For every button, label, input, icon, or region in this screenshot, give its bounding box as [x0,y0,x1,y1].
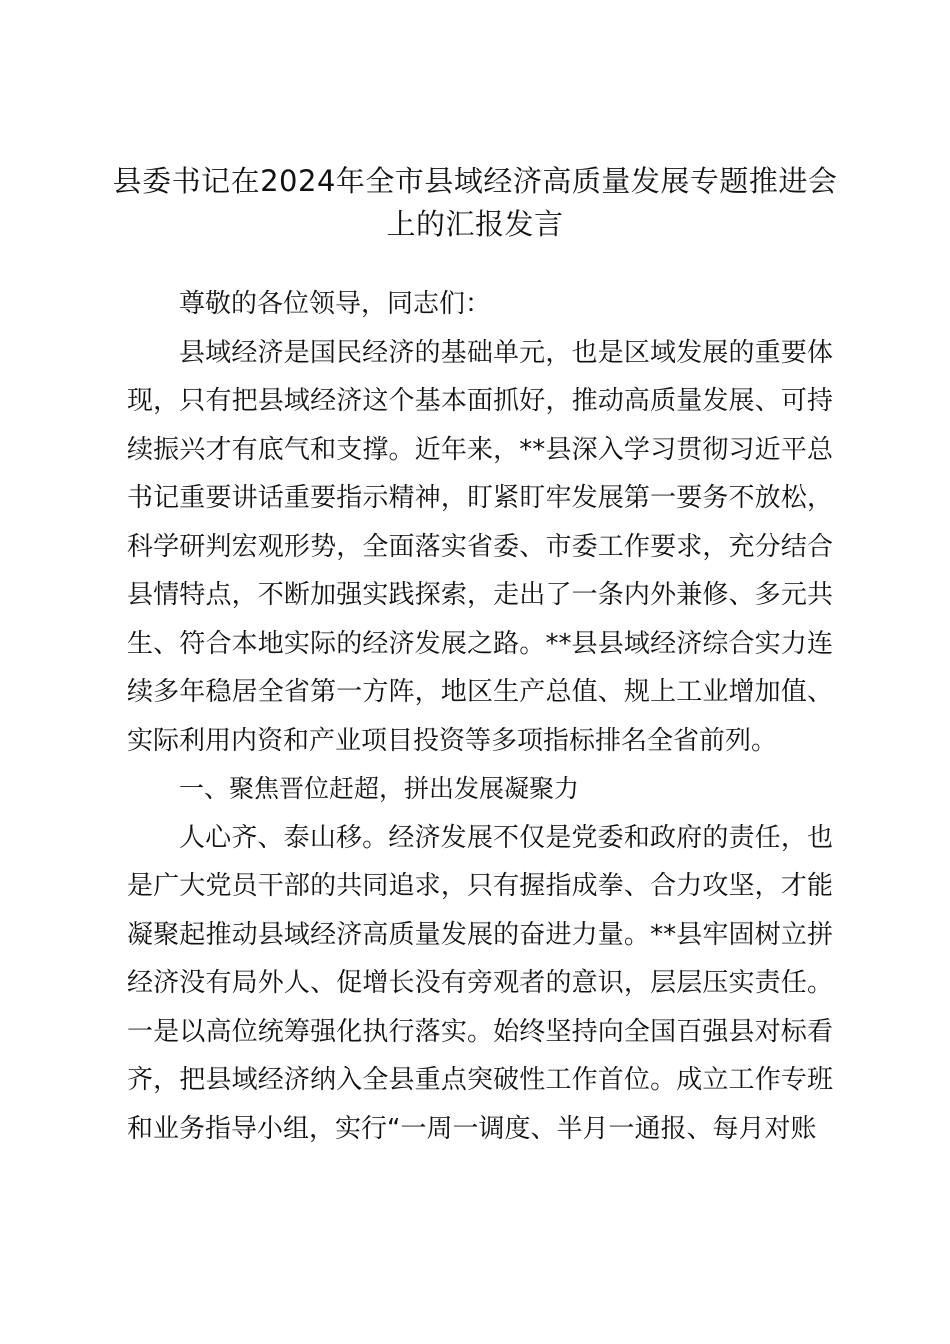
document-title: 县委书记在2024年全市县域经济高质量发展专题推进会上的汇报发言 [112,164,838,241]
document-body [127,280,833,1153]
paragraph-section-1: 人心齐、泰山移。经济发展不仅是党委和政府的责任，也是广大党员干部的共同追求，只有握指成拳、合力攻坚，才能凝聚起推动县域经济高质量发展的奋进力量。**县牢固树立拼经济没有局外人、促增长没有旁观者的意识，层层压实责任。一是以高位统筹强化执行落实。始终坚持向全国百强县对标看齐，把县域经济纳入全县重点突破性工作首位。成立工作专班和业务指导小组，实行“一周一调度、半月一通报、每月对账 [127,822,833,1144]
section-heading: 一、聚焦晋位赶超，拼出发展凝聚力 [179,774,580,803]
paragraph-intro: 县域经济是国民经济的基础单元，也是区域发展的重要体现，只有把县域经济这个基本面抓好，推动高质量发展、可持续振兴才有底气和支撑。近年来，**县深入学习贯彻习近平总书记重要讲话重要指示精神，盯紧盯牢发展第一要务不放松，科学研判宏观形势，全面落实省委、市委工作要求，充分结合县情特点，不断加强实践探索，走出了一条内外兼修、多元共生、符合本地实际的经济发展之路。**县县域经济综合实力连续多年稳居全省第一方阵，地区生产总值、规上工业增加值、实际利用内资和产业项目投资等多项指标排名全省前列。 [127,337,833,756]
salutation: 尊敬的各位领导，同志们： [179,289,492,319]
